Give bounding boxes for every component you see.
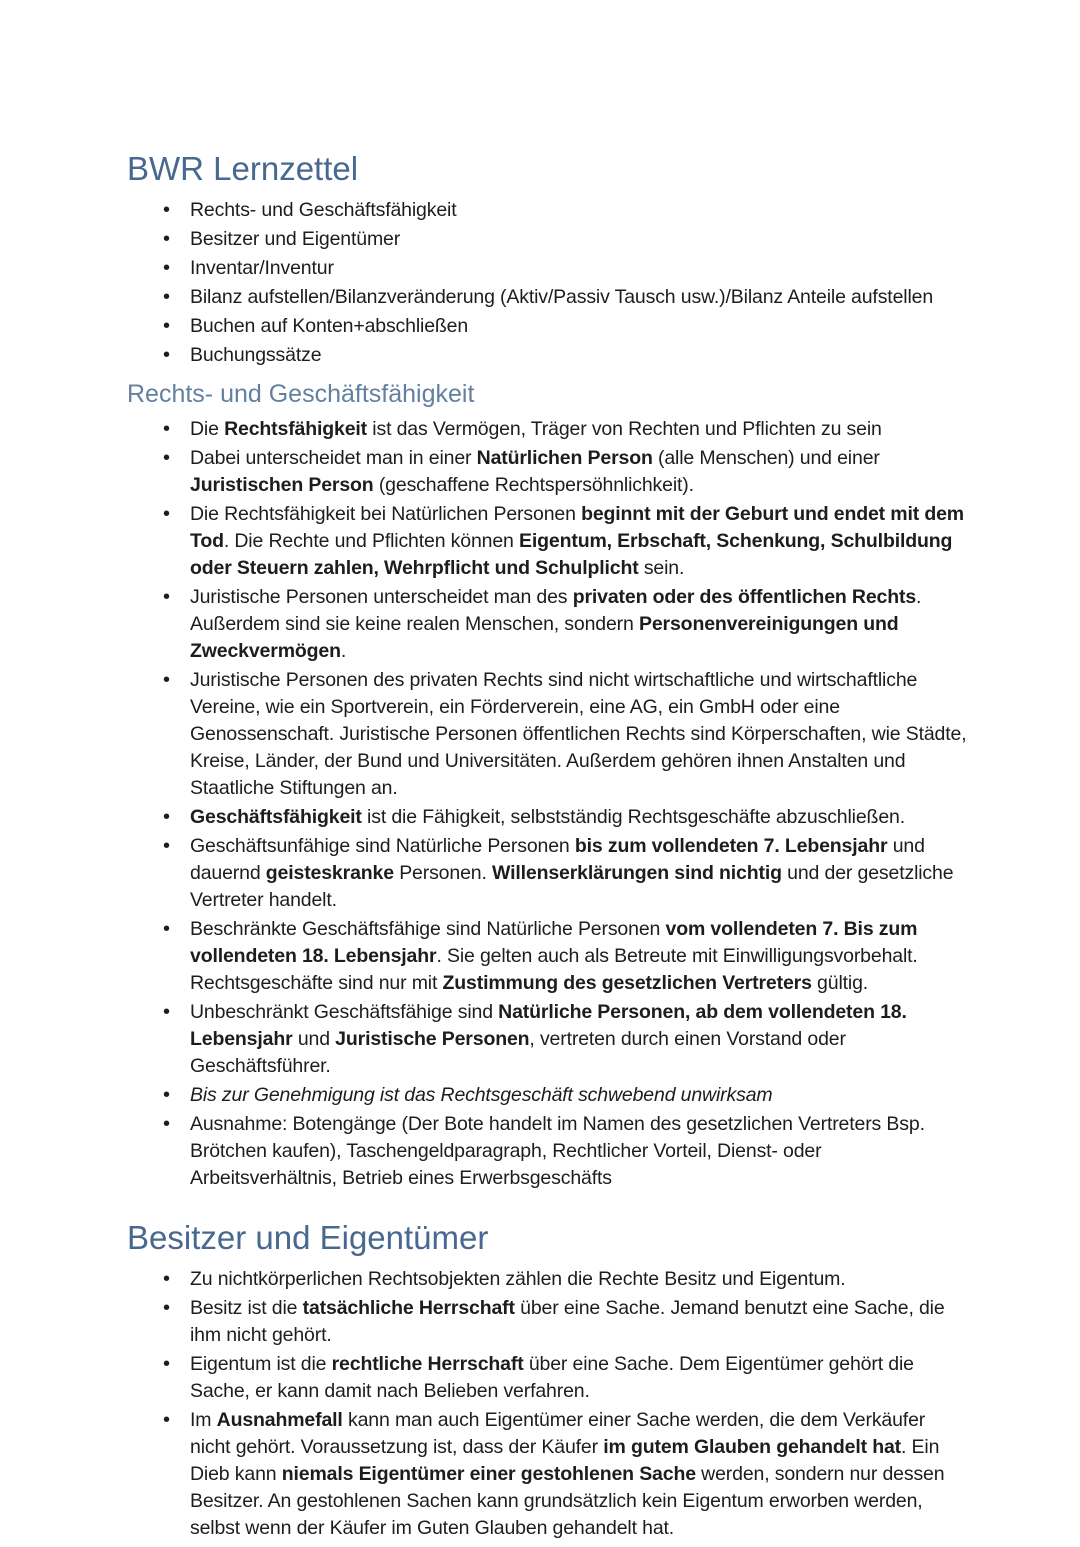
text-run: Bilanz aufstellen/Bilanzveränderung (Aktiv/Passiv Tausch usw.)/Bilanz Anteile aufstellen — [190, 286, 934, 308]
bullet-item — [127, 1111, 967, 1192]
bullet-list-2 — [127, 416, 967, 1192]
bullet-item — [127, 667, 967, 802]
bold-text-run: bis zum vollendeten 7. Lebensjahr — [574, 835, 888, 857]
text-run: . — [340, 640, 347, 662]
bullet-list-1 — [127, 197, 967, 369]
bullet-item — [127, 584, 967, 665]
bullet-item — [127, 313, 967, 340]
bold-text-run: Natürlichen Person — [476, 447, 653, 469]
bullet-item — [127, 804, 967, 831]
bullet-item — [127, 284, 967, 311]
text-run: gültig. — [811, 972, 869, 994]
bold-text-run: Eigentum, Erbschaft, Schenkung, Schulbildung oder Steuern zahlen, Wehrpflicht und Schulplicht — [190, 530, 953, 579]
section-heading-2: Rechts- und Geschäftsfähigkeit — [127, 380, 475, 408]
bold-text-run: niemals Eigentümer einer gestohlenen Sache — [281, 1463, 696, 1485]
bullet-item — [127, 1266, 967, 1293]
text-run: Eigentum ist die — [190, 1353, 332, 1375]
text-run: ist die Fähigkeit, selbstständig Rechtsgeschäfte abzuschließen. — [361, 806, 905, 828]
text-run: (alle Menschen) und einer — [652, 447, 880, 469]
bold-text-run: Geschäftsfähigkeit — [190, 806, 362, 828]
bold-text-run: Juristischen Person — [190, 474, 374, 496]
text-run: Geschäftsunfähige sind Natürliche Personen — [190, 835, 575, 857]
bullet-item — [127, 342, 967, 369]
bullet-item — [127, 916, 967, 997]
text-run: über eine Sache. Jemand benutzt eine Sache, die ihm nicht gehört. — [190, 1297, 945, 1346]
bullet-item — [127, 833, 967, 914]
text-run: . Die Rechte und Pflichten können — [223, 530, 520, 552]
section-heading-1: BWR Lernzettel — [127, 150, 359, 187]
text-run: und der gesetzliche Vertreter handelt. — [190, 862, 954, 911]
bold-text-run: tatsächliche Herrschaft — [302, 1297, 515, 1319]
text-run: Personen. — [393, 862, 492, 884]
italic-text-run: Bis zur Genehmigung ist das Rechtsgeschäft schwebend unwirksam — [190, 1084, 773, 1106]
text-run: Besitzer und Eigentümer — [190, 228, 401, 250]
bullet-item — [127, 197, 967, 224]
bold-text-run: im gutem Glauben gehandelt hat — [603, 1436, 902, 1458]
bullet-item — [127, 416, 967, 443]
bullet-item — [127, 999, 967, 1080]
text-run: Beschränkte Geschäftsfähige sind Natürliche Personen — [190, 918, 666, 940]
text-run: Zu nichtkörperlichen Rechtsobjekten zählen die Rechte Besitz und Eigentum. — [190, 1268, 846, 1290]
text-run: (geschaffene Rechtspersöhnlichkeit). — [373, 474, 694, 496]
text-run: und dauernd — [190, 835, 925, 884]
text-run: Juristische Personen des privaten Rechts sind nicht wirtschaftliche und wirtschaftliche Vereine, wie ein Sportverein, ein Förderverein, eine AG, ein GmbH oder eine Genossenschaft. Juristische Personen öffentlichen Rechts sind Körperschaften, wie Städte, Kreise, Länder, der Bund und Universitäten. Außerdem gehören ihnen Anstalten und Staatliche Stiftungen an. — [190, 669, 967, 799]
text-run: Ausnahme: Botengänge (Der Bote handelt im Namen des gesetzlichen Vertreters Bsp. Brötchen kaufen), Taschengeldparagraph, Rechtlicher Vorteil, Dienst- oder Arbeitsverhältnis, Betrieb eines Erwerbsgeschäfts — [190, 1113, 925, 1189]
bold-text-run: rechtliche Herrschaft — [331, 1353, 524, 1375]
bold-text-run: Juristische Personen — [335, 1028, 530, 1050]
bullet-item — [127, 1407, 967, 1542]
bullet-item — [127, 1295, 967, 1349]
bold-text-run: Zustimmung des gesetzlichen Vertreters — [442, 972, 812, 994]
bullet-item — [127, 226, 967, 253]
text-run: ist das Vermögen, Träger von Rechten und Pflichten zu sein — [367, 418, 882, 440]
text-run: werden, sondern nur dessen Besitzer. An gestohlenen Sachen kann grundsätzlich kein Eigentum erworben werden, selbst wenn der Käufer im Guten Glauben gehandelt hat. — [190, 1463, 945, 1539]
bullet-item — [127, 1082, 967, 1109]
bold-text-run: Ausnahmefall — [216, 1409, 343, 1431]
bold-text-run: Personenvereinigungen und Zweckvermögen — [190, 613, 899, 662]
text-run: Im — [190, 1409, 217, 1431]
bold-text-run: Willenserklärungen sind nichtig — [492, 862, 782, 884]
bullet-item — [127, 501, 967, 582]
text-run: Buchen auf Konten+abschließen — [190, 315, 469, 337]
bold-text-run: privaten oder des öffentlichen Rechts — [572, 586, 917, 608]
text-run: Buchungssätze — [190, 344, 322, 366]
text-run: Die — [190, 418, 225, 440]
text-run: Inventar/Inventur — [190, 257, 334, 279]
bullet-list-3 — [127, 1266, 967, 1542]
text-run: Rechts- und Geschäftsfähigkeit — [190, 199, 457, 221]
text-run: , vertreten durch einen Vorstand oder Geschäftsführer. — [190, 1028, 846, 1077]
bold-text-run: vom vollendeten 7. Bis zum vollendeten 18. Lebensjahr — [190, 918, 918, 967]
section-heading-3: Besitzer und Eigentümer — [127, 1219, 489, 1256]
text-run: sein. — [638, 557, 685, 579]
document-content — [127, 150, 967, 1547]
text-run: Besitz ist die — [190, 1297, 303, 1319]
bold-text-run: beginnt mit der Geburt und endet mit dem Tod — [190, 503, 964, 552]
bullet-item — [127, 1351, 967, 1405]
text-run: und — [292, 1028, 336, 1050]
bullet-item — [127, 445, 967, 499]
text-run: Dabei unterscheidet man in einer — [190, 447, 477, 469]
bold-text-run: Natürliche Personen, ab dem vollendeten 18. Lebensjahr — [190, 1001, 907, 1050]
text-run: über eine Sache. Dem Eigentümer gehört die Sache, er kann damit nach Belieben verfahren. — [190, 1353, 914, 1402]
text-run: . Ein Dieb kann — [190, 1436, 940, 1485]
text-run: . Sie gelten auch als Betreute mit Einwilligungsvorbehalt. Rechtsgeschäfte sind nur mit — [190, 945, 918, 994]
text-run: Die Rechtsfähigkeit bei Natürlichen Personen — [190, 503, 582, 525]
text-run: Juristische Personen unterscheidet man des — [190, 586, 573, 608]
bold-text-run: Rechtsfähigkeit — [224, 418, 368, 440]
bold-text-run: geisteskranke — [265, 862, 394, 884]
text-run: kann man auch Eigentümer einer Sache werden, die dem Verkäufer nicht gehört. Voraussetzung ist, dass der Käufer — [190, 1409, 926, 1458]
text-run: . Außerdem sind sie keine realen Menschen, sondern — [190, 586, 922, 635]
text-run: Unbeschränkt Geschäftsfähige sind — [190, 1001, 499, 1023]
bullet-item — [127, 255, 967, 282]
